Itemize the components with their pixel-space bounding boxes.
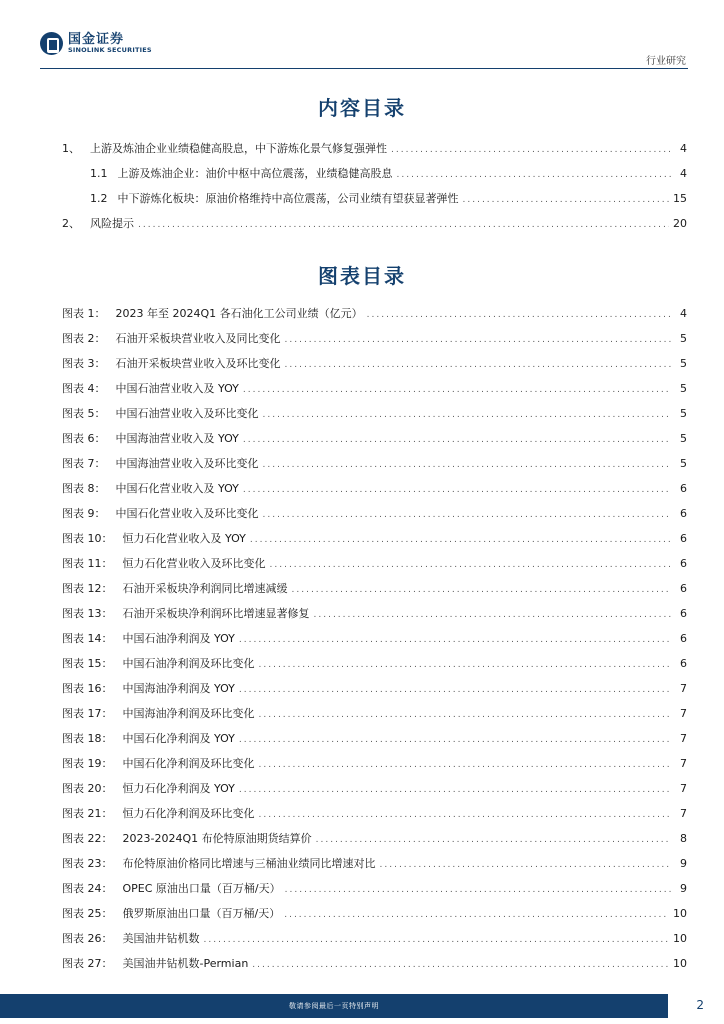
dot-leader [391,138,671,163]
dot-leader [367,303,671,328]
figures-entry[interactable] [62,826,687,851]
contents-entry-title: 中下游炼化板块：原油价格维持中高位震荡，公司业绩有望获显著弹性 [117,192,459,205]
contents-entry[interactable] [62,161,687,186]
figures-entry-title: 石油开采板块营业收入及同比变化 [115,332,281,345]
figures-entry[interactable] [62,476,687,501]
figures-entry-page: 6 [680,507,687,520]
dot-leader [259,703,672,728]
dot-leader [138,213,669,238]
figures-entry[interactable] [62,876,687,901]
figures-entry-title: 中国石化营业收入及环比变化 [115,507,259,520]
figures-entry-title: 石油开采板块营业收入及环比变化 [115,357,281,370]
figures-entry-label: 图表 3： [62,357,106,370]
figures-entry-label: 图表 13： [62,607,113,620]
figures-entry-title: 美国油井钻机数 [122,932,200,945]
figures-entry[interactable] [62,326,687,351]
contents-entry-label: 1.1 [90,167,108,180]
figures-entry-page: 7 [680,757,687,770]
dot-leader [259,803,672,828]
figures-entry-title: 恒力石化净利润及环比变化 [122,807,255,820]
dot-leader [463,188,670,213]
figures-entry[interactable] [62,701,687,726]
figures-entry-title: 恒力石化净利润及 YOY [122,782,235,795]
dot-leader [316,828,671,853]
dot-leader [263,453,672,478]
figures-entry-page: 6 [680,632,687,645]
contents-entry[interactable] [62,211,687,236]
figures-entry-title: 中国石油营业收入及环比变化 [115,407,259,420]
page-number: 2 [696,998,704,1012]
contents-entry-title: 上游及炼油企业：油价中枢中高位震荡，业绩稳健高股息 [117,167,393,180]
dot-leader [250,528,671,553]
figures-entry-title: 中国石油净利润及 YOY [122,632,235,645]
figures-entry-page: 10 [673,957,687,970]
figures-entry-label: 图表 17： [62,707,113,720]
figures-entry-page: 6 [680,482,687,495]
figures-entry[interactable] [62,651,687,676]
contents-entry-page: 4 [680,142,687,155]
figures-entry-page: 7 [680,782,687,795]
figures-entry-label: 图表 21： [62,807,113,820]
dot-leader [243,378,671,403]
figures-entry[interactable] [62,626,687,651]
figures-entry-label: 图表 2： [62,332,106,345]
dot-leader [285,878,671,903]
figures-entry[interactable] [62,926,687,951]
figures-entry-title: 俄罗斯原油出口量（百万桶/天） [122,907,281,920]
figures-entry-title: 中国海油净利润及 YOY [122,682,235,695]
figures-entry-page: 6 [680,582,687,595]
figures-entry-page: 6 [680,557,687,570]
figures-entry-page: 10 [673,932,687,945]
figures-entry-title: 美国油井钻机数-Permian [122,957,249,970]
figures-entry-title: 中国石化净利润及 YOY [122,732,235,745]
logo-icon [40,32,63,55]
figures-entry-title: 布伦特原油价格同比增速与三桶油业绩同比增速对比 [122,857,376,870]
figures-list [62,301,687,976]
dot-leader [285,328,672,353]
dot-leader [380,853,672,878]
dot-leader [204,928,670,953]
figures-entry-label: 图表 26： [62,932,113,945]
figures-entry-title: 恒力石化营业收入及 YOY [122,532,246,545]
contents-entry-page: 15 [673,192,687,205]
page-header [0,0,724,72]
figures-entry-title: 2023-2024Q1 布伦特原油期货结算价 [122,832,312,845]
figures-entry-label: 图表 10： [62,532,113,545]
figures-entry-page: 5 [680,407,687,420]
dot-leader [239,628,671,653]
figures-entry-title: 石油开采板块净利润环比增速显著修复 [122,607,310,620]
dot-leader [263,503,672,528]
dot-leader [259,753,672,778]
dot-leader [314,603,672,628]
figures-title: 图表目录 [318,264,406,288]
figures-entry-page: 7 [680,807,687,820]
report-category: 行业研究 [646,56,686,67]
figures-entry-page: 5 [680,332,687,345]
figures-entry[interactable] [62,676,687,701]
contents-entry[interactable] [62,186,687,211]
figures-entry-label: 图表 24： [62,882,113,895]
figures-entry-page: 6 [680,532,687,545]
figures-entry-page: 7 [680,732,687,745]
figures-entry-label: 图表 14： [62,632,113,645]
figures-entry[interactable] [62,801,687,826]
figures-entry-page: 10 [673,907,687,920]
dot-leader [243,428,671,453]
contents-entry-label: 1.2 [90,192,108,205]
figures-entry[interactable] [62,526,687,551]
dot-leader [259,653,672,678]
footer-disclaimer: 敬请参阅最后一页特别声明 [0,994,668,1018]
figures-entry-page: 9 [680,857,687,870]
figures-entry[interactable] [62,776,687,801]
figures-entry-label: 图表 20： [62,782,113,795]
figures-entry-title: 中国石油净利润及环比变化 [122,657,255,670]
figures-entry-page: 6 [680,657,687,670]
figures-entry-title: 中国海油净利润及环比变化 [122,707,255,720]
figures-entry-label: 图表 11： [62,557,113,570]
figures-entry-label: 图表 9： [62,507,106,520]
figures-entry-label: 图表 12： [62,582,113,595]
figures-entry-label: 图表 6： [62,432,106,445]
figures-entry-label: 图表 27： [62,957,113,970]
figures-entry-page: 5 [680,457,687,470]
dot-leader [270,553,672,578]
figures-entry[interactable] [62,951,687,976]
dot-leader [284,903,669,928]
figures-entry[interactable] [62,851,687,876]
figures-entry-title: 中国海油营业收入及 YOY [115,432,239,445]
figures-entry-title: 2023 年至 2024Q1 各石油化工公司业绩（亿元） [115,307,363,320]
figures-entry-label: 图表 7： [62,457,106,470]
figures-entry[interactable] [62,726,687,751]
contents-list [62,136,687,236]
header-divider [40,68,688,69]
contents-entry[interactable] [62,136,687,161]
company-logo [40,32,160,56]
figures-entry-label: 图表 16： [62,682,113,695]
figures-entry[interactable] [62,451,687,476]
dot-leader [239,678,671,703]
dot-leader [292,578,672,603]
contents-entry-title: 风险提示 [90,217,134,230]
figures-entry-page: 5 [680,357,687,370]
dot-leader [239,778,671,803]
dot-leader [397,163,672,188]
figures-entry-label: 图表 25： [62,907,113,920]
contents-entry-label: 2、 [62,217,80,230]
figures-entry[interactable] [62,601,687,626]
figures-entry[interactable] [62,551,687,576]
logo-chinese-name: 国金证券 [68,32,125,47]
page-footer [0,994,724,1024]
logo-english-name: SINOLINK SECURITIES [68,46,152,54]
figures-entry[interactable] [62,901,687,926]
contents-entry-label: 1、 [62,142,80,155]
contents-entry-title: 上游及炼油企业业绩稳健高股息，中下游炼化景气修复强弹性 [90,142,387,155]
figures-entry[interactable] [62,426,687,451]
figures-entry-label: 图表 4： [62,382,106,395]
figures-entry-page: 9 [680,882,687,895]
figures-entry[interactable] [62,576,687,601]
figures-entry-page: 4 [680,307,687,320]
figures-entry-label: 图表 1： [62,307,106,320]
dot-leader [243,478,671,503]
figures-entry-title: 中国石化营业收入及 YOY [115,482,239,495]
figures-entry[interactable] [62,401,687,426]
figures-entry[interactable] [62,751,687,776]
figures-entry-label: 图表 8： [62,482,106,495]
figures-entry-page: 6 [680,607,687,620]
figures-entry-title: 中国石油营业收入及 YOY [115,382,239,395]
figures-entry-page: 8 [680,832,687,845]
figures-entry-page: 7 [680,682,687,695]
figures-entry-title: 恒力石化营业收入及环比变化 [122,557,266,570]
figures-entry-title: 中国石化净利润及环比变化 [122,757,255,770]
figures-entry[interactable] [62,351,687,376]
figures-entry-label: 图表 22： [62,832,113,845]
dot-leader [263,403,672,428]
figures-entry-label: 图表 15： [62,657,113,670]
figures-entry[interactable] [62,501,687,526]
contents-title: 内容目录 [318,96,406,120]
figures-entry-label: 图表 18： [62,732,113,745]
figures-entry[interactable] [62,301,687,326]
dot-leader [239,728,671,753]
figures-entry-title: 中国海油营业收入及环比变化 [115,457,259,470]
figures-entry-label: 图表 5： [62,407,106,420]
dot-leader [252,953,669,978]
figures-entry-title: OPEC 原油出口量（百万桶/天） [122,882,281,895]
figures-entry-title: 石油开采板块净利润同比增速减缓 [122,582,288,595]
contents-entry-page: 4 [680,167,687,180]
figures-entry-label: 图表 19： [62,757,113,770]
figures-entry-label: 图表 23： [62,857,113,870]
figures-entry[interactable] [62,376,687,401]
dot-leader [285,353,672,378]
contents-entry-page: 20 [673,217,687,230]
figures-entry-page: 5 [680,432,687,445]
figures-entry-page: 7 [680,707,687,720]
figures-entry-page: 5 [680,382,687,395]
